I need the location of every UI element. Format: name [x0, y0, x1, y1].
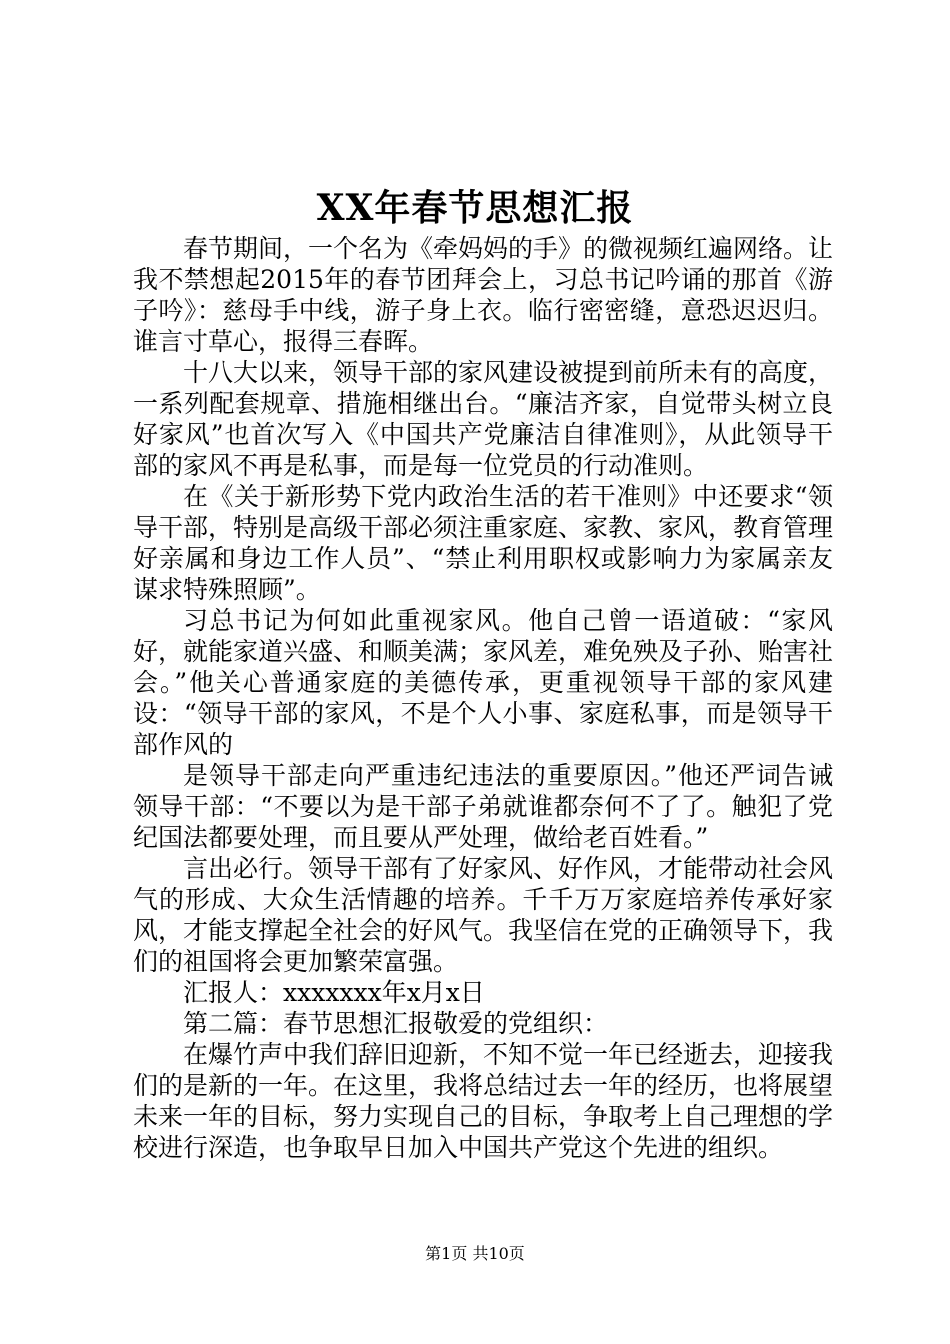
paragraph-4: 习总书记为何如此重视家风。他自己曾一语道破：“家风好，就能家道兴盛、和顺美满；家风差，难免殃及子孙、贻害社会。”他关心普通家庭的美德传承，更重视领导干部的家风建设：“领导干部的家风，不是个人小事、家庭私事，而是领导干部作风的	[133, 606, 834, 759]
document-body	[133, 233, 833, 1163]
paragraph-9: 在爆竹声中我们辞旧迎新，不知不觉一年已经逝去，迎接我们的是新的一年。在这里，我将总结过去一年的经历，也将展望未来一年的目标，努力实现自己的目标，争取考上自己理想的学校进行深造，也争取早日加入中国共产党这个先进的组织。	[133, 1040, 834, 1162]
page-footer: 第1页 共10页	[425, 1244, 525, 1263]
paragraph-1: 春节期间，一个名为《牵妈妈的手》的微视频红遍网络。让我不禁想起2015年的春节团拜会上，习总书记吟诵的那首《游子吟》：慈母手中线，游子身上衣。临行密密缝，意恐迟迟归。谁言寸草心，报得三春晖。	[133, 234, 834, 356]
paragraph-5: 是领导干部走向严重违纪违法的重要原因。”他还严词告诫领导干部：“不要以为是干部子弟就谁都奈何不了了。触犯了党纪国法都要处理，而且要从严处理，做给老百姓看。”	[133, 761, 833, 852]
paragraph-3: 在《关于新形势下党内政治生活的若干准则》中还要求“领导干部，特别是高级干部必须注重家庭、家教、家风，教育管理好亲属和身边工作人员”、“禁止利用职权或影响力为家属亲友谋求特殊照顾”。	[133, 482, 834, 604]
paragraph-6: 言出必行。领导干部有了好家风、好作风，才能带动社会风气的形成、大众生活情趣的培养。千千万万家庭培养传承好家风，才能支撑起全社会的好风气。我坚信在党的正确领导下，我们的祖国将会更加繁荣富强。	[133, 854, 834, 976]
document-title: XX年春节思想汇报	[316, 187, 634, 229]
second-article-heading: 第二篇：春节思想汇报敬爱的党组织：	[183, 1009, 609, 1038]
paragraph-2: 十八大以来，领导干部的家风建设被提到前所未有的高度，一系列配套规章、措施相继出台。“廉洁齐家，自觉带头树立良好家风”也首次写入《中国共产党廉洁自律准则》，从此领导干部的家风不再是私事，而是每一位党员的行动准则。	[133, 358, 834, 480]
reporter-line: 汇报人：xxxxxxx年x月x日	[183, 978, 485, 1007]
